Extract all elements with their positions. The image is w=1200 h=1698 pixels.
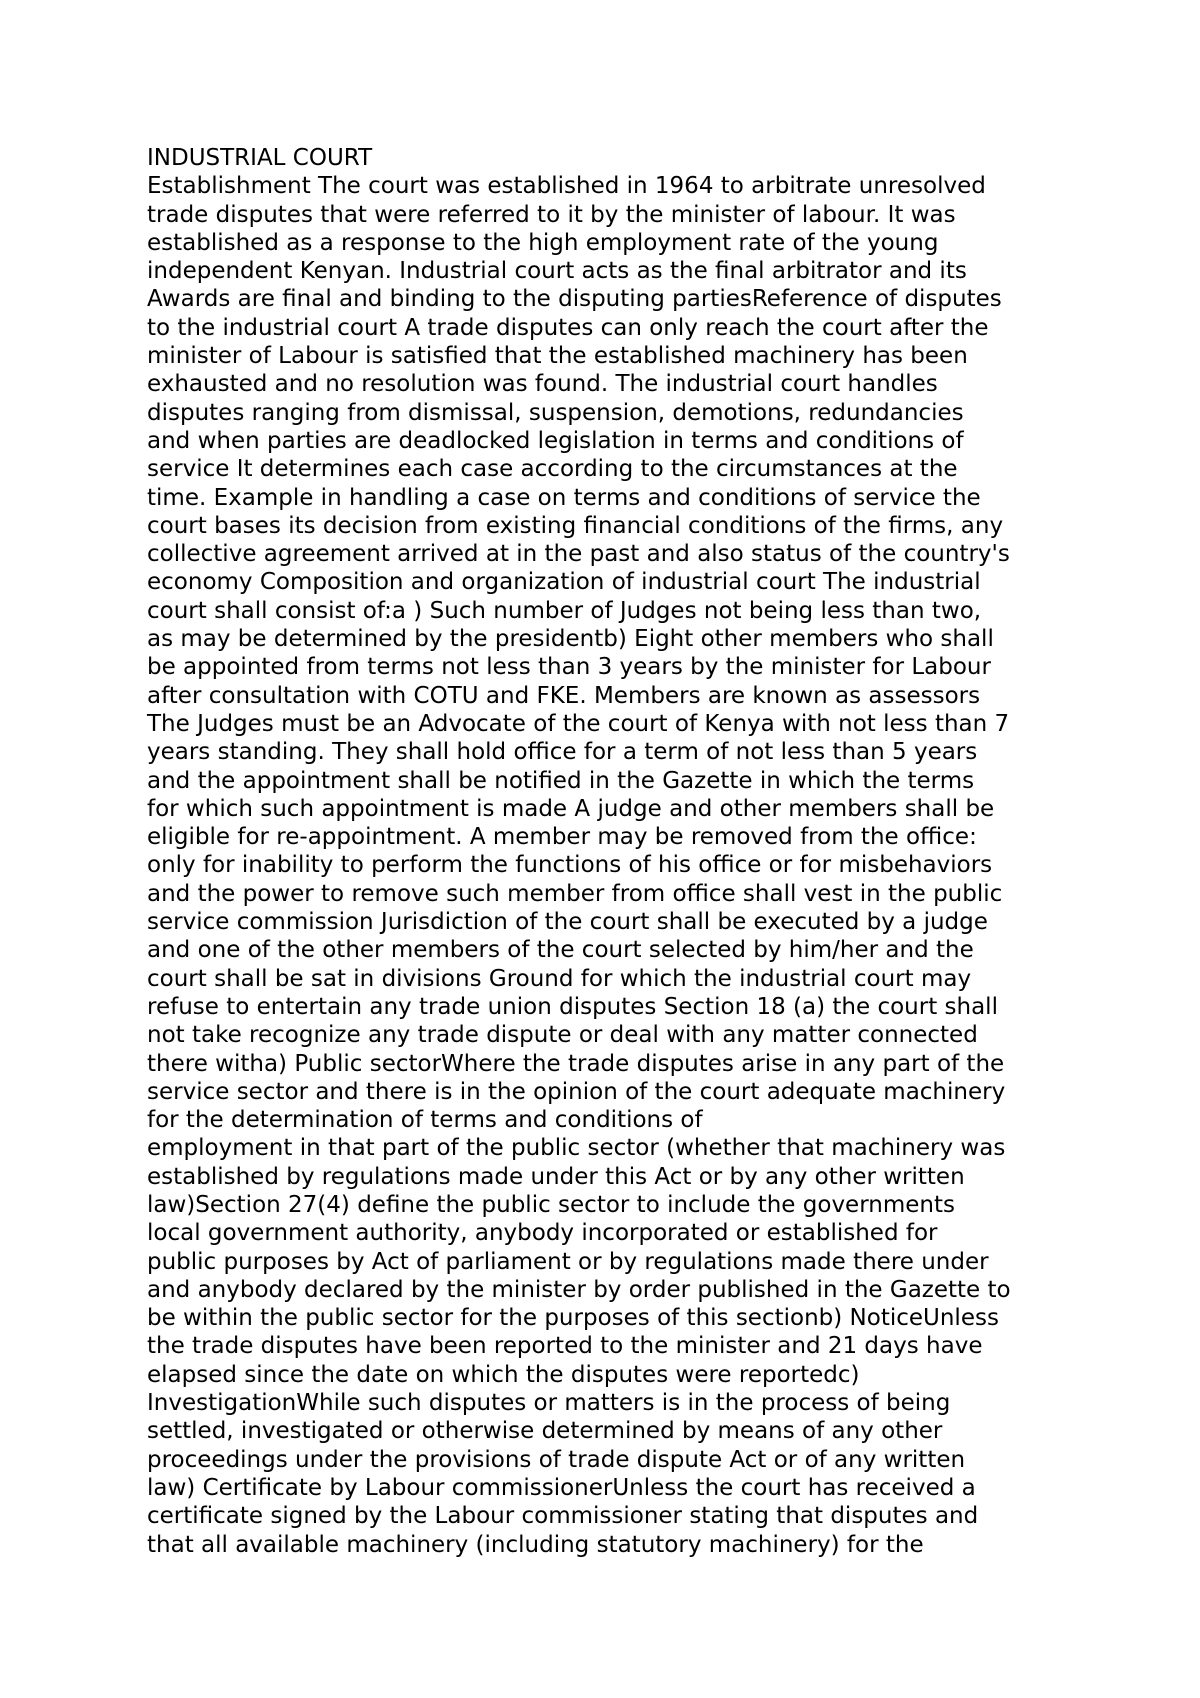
body-text-line: be within the public sector for the purposes of this sectionb) NoticeUnless [147, 1305, 999, 1332]
body-text-line: minister of Labour is satisfied that the established machinery has been [147, 343, 968, 370]
body-text-line: established as a response to the high employment rate of the young [147, 229, 939, 256]
body-text-line: only for inability to perform the functions of his office or for misbehaviors [147, 852, 993, 879]
body-text-line: The Judges must be an Advocate of the court of Kenya with not less than 7 [147, 710, 1010, 737]
body-text-line: years standing. They shall hold office for a term of not less than 5 years [147, 739, 978, 766]
body-text-line: settled, investigated or otherwise determined by means of any other [147, 1418, 943, 1445]
body-text-line: court bases its decision from existing financial conditions of the firms, any [147, 512, 1004, 539]
body-text-line: exhausted and no resolution was found. The industrial court handles [147, 371, 938, 398]
body-text-line: Awards are final and binding to the disputing partiesReference of disputes [147, 286, 1002, 313]
body-text-line: law)Section 27(4) define the public sector to include the governments [147, 1191, 955, 1218]
body-text-line: not take recognize any trade dispute or deal with any matter connected [147, 1022, 978, 1049]
body-text-line: established by regulations made under this Act or by any other written [147, 1163, 965, 1190]
body-text-line: Establishment The court was established in 1964 to arbitrate unresolved [147, 173, 986, 200]
body-text-line: court shall consist of:a ) Such number of Judges not being less than two, [147, 597, 982, 624]
body-text-line: certificate signed by the Labour commissioner stating that disputes and [147, 1503, 979, 1530]
body-text-line: as may be determined by the presidentb) Eight other members who shall [147, 626, 994, 653]
body-text-line: elapsed since the date on which the disputes were reportedc) [147, 1361, 860, 1388]
body-text-line: service It determines each case according to the circumstances at the [147, 456, 958, 483]
body-text-line: there witha) Public sectorWhere the trade disputes arise in any part of the [147, 1050, 1005, 1077]
body-text-line: law) Certificate by Labour commissionerUnless the court has received a [147, 1474, 976, 1501]
body-text-line: collective agreement arrived at in the past and also status of the country's [147, 541, 1010, 568]
body-text-line: and one of the other members of the court selected by him/her and the [147, 937, 974, 964]
body-text-line: eligible for re-appointment. A member may be removed from the office: [147, 824, 977, 851]
body-text-line: economy Composition and organization of industrial court The industrial [147, 569, 981, 596]
document-title: INDUSTRIAL COURT [147, 145, 373, 171]
body-text-line: refuse to entertain any trade union disputes Section 18 (a) the court shall [147, 993, 998, 1020]
body-text-line: be appointed from terms not less than 3 years by the minister for Labour [147, 654, 991, 681]
body-text-line: for the determination of terms and conditions of [147, 1107, 703, 1134]
body-text-line: and anybody declared by the minister by order published in the Gazette to [147, 1276, 1011, 1303]
body-text-line: time. Example in handling a case on terms and conditions of service the [147, 484, 981, 511]
body-text-line: trade disputes that were referred to it by the minister of labour. It was [147, 201, 956, 228]
body-text-line: and the power to remove such member from office shall vest in the public [147, 880, 1003, 907]
body-text-line: for which such appointment is made A judge and other members shall be [147, 795, 995, 822]
body-text-line: the trade disputes have been reported to the minister and 21 days have [147, 1333, 983, 1360]
body-text-line: independent Kenyan. Industrial court acts as the final arbitrator and its [147, 258, 967, 285]
body-text-line: employment in that part of the public sector (whether that machinery was [147, 1135, 1006, 1162]
body-text-line: and the appointment shall be notified in the Gazette in which the terms [147, 767, 975, 794]
body-text-line: proceedings under the provisions of trade dispute Act or of any written [147, 1446, 966, 1473]
body-text-line: public purposes by Act of parliament or by regulations made there under [147, 1248, 989, 1275]
body-text-line: service commission Jurisdiction of the court shall be executed by a judge [147, 909, 988, 936]
body-text-line: InvestigationWhile such disputes or matters is in the process of being [147, 1390, 951, 1417]
body-text-line: and when parties are deadlocked legislation in terms and conditions of [147, 427, 964, 454]
body-text-line: disputes ranging from dismissal, suspension, demotions, redundancies [147, 399, 964, 426]
body-text-line: service sector and there is in the opinion of the court adequate machinery [147, 1078, 1006, 1105]
body-text-line: after consultation with COTU and FKE. Members are known as assessors [147, 682, 981, 709]
body-text-line: court shall be sat in divisions Ground for which the industrial court may [147, 965, 972, 992]
body-text-line: to the industrial court A trade disputes can only reach the court after the [147, 314, 989, 341]
document-body [147, 144, 1107, 1559]
body-text-line: that all available machinery (including statutory machinery) for the [147, 1531, 924, 1558]
body-text-line: local government authority, anybody incorporated or established for [147, 1220, 938, 1247]
